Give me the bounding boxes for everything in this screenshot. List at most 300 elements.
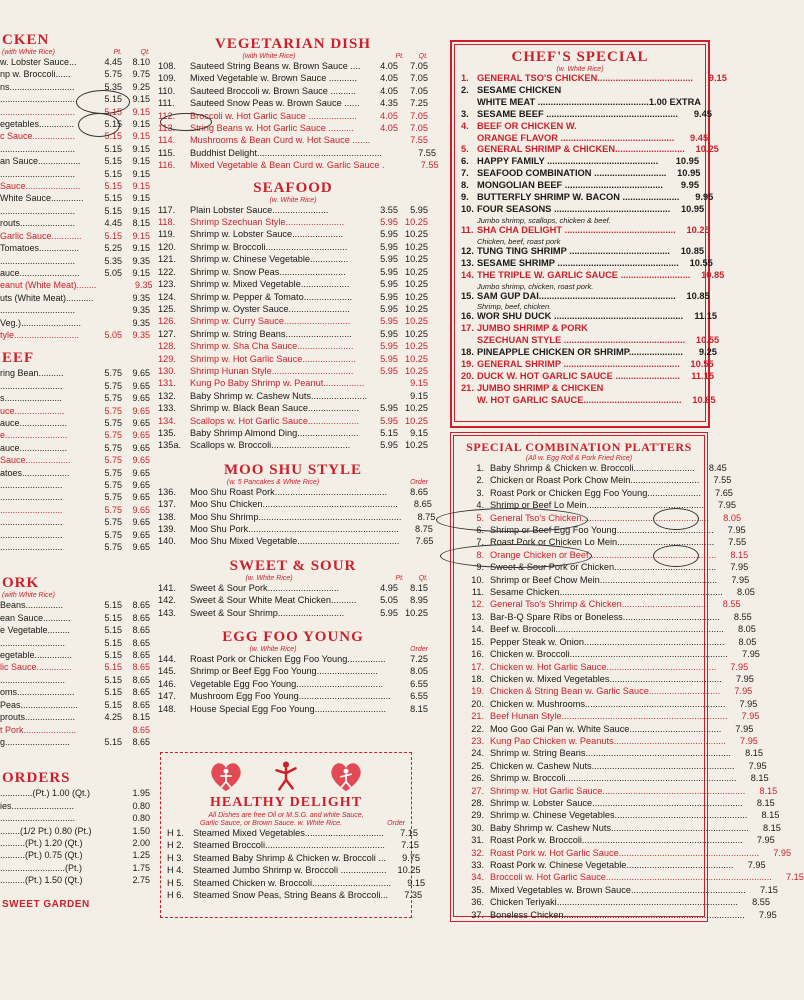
menu-item [461, 73, 727, 85]
menu-item [458, 735, 758, 747]
item-price-pint: 5.15 [104, 168, 122, 179]
menu-item [461, 203, 705, 216]
item-name: Roast Pork or Chicken Lo Mein...................................... [490, 537, 715, 548]
item-number: 135a. [158, 440, 181, 451]
item-name: SAM GUP DAI..................................................... [477, 290, 676, 301]
item-number: 7. [476, 537, 484, 548]
item-price-quart: 9.15 [410, 378, 428, 389]
item-name: Shrimp or Beef Egg Foo Young........................ [190, 666, 378, 677]
menu-item [458, 822, 781, 834]
item-price-quart: 7.55 [410, 135, 428, 146]
item-name: Mixed Vegetable & Bean Curd w. Garlic Sauce . [190, 160, 385, 171]
item-name: PINEAPPLE CHICKEN OR SHRIMP..................... [477, 347, 683, 358]
item-price-quart: 7.05 [410, 123, 428, 134]
menu-item [0, 255, 150, 267]
chefs-special-title: CHEF'S SPECIAL [511, 49, 649, 65]
item-number: 34. [471, 872, 484, 883]
menu-item [461, 85, 699, 97]
item-name: SESAME BEEF ................................................... [477, 108, 678, 119]
item-price: 7.95 [741, 711, 760, 722]
item-price: 6.55 [410, 691, 428, 702]
item-name: lic Sauce.............. [0, 662, 72, 673]
item-price-pint: 4.05 [380, 73, 398, 84]
item-name: Peas....................... [0, 699, 79, 710]
item-price [665, 383, 699, 395]
item-number: 2. [461, 84, 469, 95]
pen-circle-mark [160, 113, 212, 131]
item-price: 7.95 [731, 574, 750, 585]
menu-item [458, 574, 750, 586]
item-price-quart: 9.15 [132, 143, 150, 154]
item-name: Moo Shu Chicken..................................................... [190, 499, 398, 510]
item-number: 110. [158, 85, 176, 96]
item-price-pint: 5.15 [104, 205, 122, 216]
item-name: uts (White Meat)........... [0, 292, 94, 303]
item-number: 6. [461, 156, 469, 167]
healthy-note-2: Garlic Sauce, or Brown Sauce. w. White Rice. [200, 820, 342, 827]
item-number: 8. [476, 549, 484, 560]
item-number: 7. [461, 168, 469, 179]
item-price-quart: 10.25 [405, 217, 428, 228]
item-price-pint: 5.95 [380, 241, 398, 252]
item-price: 7.55 [728, 537, 747, 548]
item-price-quart: 7.05 [410, 85, 428, 96]
item-name: Chicken Teriyaki....................................................................... [490, 897, 738, 908]
item-name: Roast Pork or Chicken Egg Foo Young..................... [490, 487, 701, 498]
item-price: 8.65 [413, 499, 432, 510]
item-price-quart: 9.65 [132, 368, 150, 379]
menu-item [0, 405, 150, 417]
item-price: 10.85 [701, 269, 725, 280]
menu-item [461, 224, 710, 237]
item-number: 136. [158, 486, 176, 497]
item-name: s....................... [0, 393, 63, 404]
menu-item [167, 839, 419, 851]
item-price-quart: 8.65 [132, 724, 150, 735]
item-price-quart: 9.15 [132, 168, 150, 179]
menu-item [0, 699, 150, 711]
item-price-quart: 10.25 [405, 607, 428, 618]
menu-item [458, 760, 767, 772]
menu-item [0, 317, 150, 329]
menu-item [158, 511, 436, 523]
menu-item [0, 686, 150, 698]
item-price-pint [385, 159, 409, 171]
item-number: 111. [158, 98, 175, 109]
menu-item [458, 909, 777, 921]
item-price-quart: 8.65 [132, 736, 150, 747]
item-price-pint: 5.15 [104, 699, 122, 710]
item-price-quart: 8.15 [132, 218, 150, 229]
item-name: prouts.................... [0, 712, 76, 723]
item-number: 128. [158, 341, 176, 352]
item-price-quart: 10.25 [405, 241, 428, 252]
item-name: routs...................... [0, 218, 76, 229]
item-price: 10.25 [695, 144, 719, 155]
menu-item [158, 535, 434, 547]
item-name: SHA CHA DELIGHT ........................................... [477, 224, 676, 235]
item-price [665, 121, 699, 133]
dancer-heart-icon [207, 757, 245, 795]
item-name: Roast Pork or Chicken Egg Foo Young............... [190, 654, 386, 665]
item-price: 7.95 [756, 835, 775, 846]
item-number: 18. [471, 673, 484, 684]
item-price: 7.95 [747, 860, 766, 870]
item-price: 8.65 [410, 486, 428, 497]
item-price: 7.95 [773, 847, 792, 858]
menu-item [158, 690, 428, 702]
menu-item [0, 292, 150, 304]
item-name: .............(Pt.) 1.00 (Qt.) [0, 788, 91, 799]
combination-sub: (All w. Egg Roll & Pork Fried Rice) [525, 455, 633, 462]
item-price-pint: 5.15 [104, 143, 122, 154]
item-name: oms....................... [0, 687, 75, 698]
item-price-pint: 5.15 [104, 131, 122, 142]
item-number: 1. [461, 73, 469, 83]
item-name: .............................. [0, 94, 76, 105]
menu-item [461, 144, 719, 156]
item-name: Sauce...................... [0, 181, 81, 192]
item-price-quart: 7.55 [418, 147, 436, 158]
dancer-heart-icon [327, 757, 365, 795]
item-price-quart: 10.25 [405, 440, 428, 451]
menu-item [158, 486, 428, 498]
item-price: 0.80 [132, 800, 150, 811]
item-price-pint [374, 377, 398, 389]
item-price-pint: 5.15 [104, 230, 122, 241]
item-name: c Sauce................. [0, 131, 76, 142]
menu-item [0, 267, 150, 279]
item-price-quart: 9.15 [132, 106, 150, 117]
item-price-pint [374, 134, 398, 146]
item-name: ......................... [0, 480, 63, 490]
menu-item [0, 612, 150, 624]
item-number: 127. [158, 328, 176, 339]
item-number: 117. [158, 204, 176, 215]
menu-item [167, 889, 423, 901]
menu-item [158, 582, 428, 594]
menu-item [458, 698, 758, 710]
item-number: 19. [471, 686, 484, 697]
item-price-quart: 8.65 [132, 650, 150, 661]
item-name: Baby Shrimp Almond Ding........................ [190, 427, 359, 438]
item-number: 123. [158, 279, 176, 290]
item-number: 17. [461, 323, 474, 334]
item-price: 7.95 [740, 735, 758, 746]
item-price-pint [94, 304, 122, 316]
item-price-quart: 10.25 [405, 328, 428, 339]
item-price-quart: 9.65 [132, 442, 150, 453]
menu-item [458, 772, 769, 784]
item-price [665, 85, 699, 97]
chefs-special-list [461, 73, 727, 407]
item-price-pint: 5.95 [380, 440, 398, 451]
item-price-pint: 5.75 [104, 480, 122, 490]
item-name: Shrimp w. Mixed Vegetable................... [190, 279, 350, 290]
item-number: 4. [476, 500, 484, 511]
item-name: String Beans w. Hot Garlic Sauce .......... [190, 123, 354, 134]
item-name: Shrimp or Beef Chow Mein.............................................. [490, 574, 718, 585]
item-name: tyle.......................... [0, 329, 80, 340]
item-price-pint [382, 147, 406, 159]
item-price-pint: 5.15 [104, 662, 122, 673]
item-price-quart: 9.15 [410, 427, 428, 438]
item-name: uce.................... [0, 405, 65, 416]
menu-item [461, 290, 710, 303]
menu-item [458, 586, 755, 598]
item-number: 12. [471, 599, 484, 610]
item-number: 147. [158, 691, 176, 702]
item-name: Shrimp w. Hot Garlic Sauce..................... [190, 353, 356, 364]
menu-item [458, 723, 754, 735]
item-name: Baby Shrimp & Chicken w. Broccoli........................ [490, 463, 695, 473]
item-number: 137. [158, 499, 176, 510]
item-number: 36. [471, 897, 484, 908]
item-number: 118. [158, 217, 176, 228]
item-price-pint: 5.75 [104, 492, 122, 503]
item-price-quart: 9.65 [132, 517, 150, 528]
menu-item [458, 797, 775, 809]
item-name: Tomatoes................ [0, 243, 80, 254]
item-name: Shrimp w. Lobster Sauce........................................................... [490, 797, 743, 808]
item-name: Chicken & String Bean w. Garlic Sauce............................ [490, 686, 721, 697]
menu-item [0, 130, 150, 142]
item-price: 7.25 [410, 654, 428, 665]
menu-item [158, 415, 428, 427]
item-number: 142. [158, 595, 176, 606]
item-name: Shrimp w. Chinese Vegetables.................................................... [490, 810, 748, 821]
menu-item [461, 335, 720, 347]
menu-item [0, 56, 150, 68]
item-price-quart: 8.65 [132, 687, 150, 698]
item-name: Shrimp Szechuan Style....................... [190, 217, 345, 228]
item-number: 119. [158, 229, 176, 240]
item-name: .............................. [0, 168, 76, 179]
item-price: 8.55 [722, 599, 741, 610]
item-number: 21. [461, 382, 474, 393]
item-number: H 4. [167, 865, 184, 876]
item-number: 28. [471, 797, 484, 808]
item-price: 10.55 [695, 335, 720, 346]
item-price-quart: 10.25 [405, 415, 428, 426]
item-name: Shrimp or Beef Egg Foo Young...................................... [490, 525, 714, 536]
restaurant-name: SWEET GARDEN [2, 898, 90, 910]
pen-circle-mark [440, 544, 592, 568]
menu-item [158, 678, 428, 690]
menu-item [0, 429, 150, 441]
menu-item [0, 230, 150, 242]
item-price: 8.05 [738, 636, 757, 647]
item-name: Steamed Baby Shrimp & Chicken w. Broccoli ... [193, 852, 387, 863]
item-price-pint: 5.95 [380, 291, 398, 302]
menu-item [458, 474, 732, 486]
item-name: Steamed Jumbo Shrimp w. Broccoli .................. [193, 865, 387, 876]
mooshu-sub: (w. 5 Pancakes & White Rice) [226, 478, 320, 486]
item-price-quart: 10.25 [405, 365, 428, 376]
item-name: Kung Po Baby Shrimp w. Peanut................ [190, 378, 365, 389]
item-price-pint: 5.95 [380, 415, 398, 426]
item-number: 108. [158, 61, 176, 71]
item-price-pint: 4.05 [380, 61, 398, 71]
item-name: Sweet & Sour Pork............................ [190, 582, 340, 593]
item-price-pint: 5.75 [104, 467, 122, 478]
item-price-quart: 8.65 [132, 662, 150, 673]
healthy-list [161, 827, 426, 901]
item-number: H 1. [167, 828, 184, 838]
menu-item [0, 329, 150, 341]
item-name: ..........................(Pt.) [0, 862, 83, 873]
item-name: ........(1/2 Pt.) 0.80 (Pt.) [0, 825, 92, 836]
item-price: 8.05 [410, 666, 428, 677]
item-price-quart: 7.05 [410, 61, 428, 71]
pen-circle-mark [436, 508, 588, 532]
item-name: Beans............... [0, 600, 64, 611]
item-price-quart: 9.15 [132, 243, 150, 254]
item-price: 8.55 [733, 611, 752, 622]
item-price-quart: 10.25 [405, 229, 428, 240]
item-price: 7.35 [404, 890, 423, 901]
healthy-title: HEALTHY DELIGHT [209, 795, 363, 810]
menu-item [158, 204, 428, 216]
item-price-pint: 5.95 [380, 607, 398, 618]
item-price-pint: 4.95 [380, 582, 398, 593]
item-price-quart: 9.75 [132, 69, 150, 80]
item-price-quart: 9.15 [410, 390, 428, 401]
item-price-pint: 5.95 [380, 303, 398, 314]
item-number: 138. [158, 511, 176, 522]
menu-item [0, 800, 150, 812]
item-name: .............................. [0, 305, 76, 316]
menu-item [461, 394, 716, 407]
item-price: 8.55 [752, 897, 770, 908]
menu-item [0, 724, 150, 736]
menu-item [158, 97, 428, 109]
item-name: ..........(Pt.) 1.50 (Qt.) [0, 875, 83, 886]
item-price: 11.15 [691, 370, 714, 381]
item-name: Vegetable Egg Foo Young.................................. [190, 678, 384, 689]
menu-item [458, 685, 753, 697]
item-name: General Tso's Shrimp & Chicken.................................. [490, 599, 709, 610]
menu-item [0, 106, 150, 118]
item-price-pint: 4.25 [104, 712, 122, 723]
item-price-pint: 5.15 [104, 674, 122, 685]
item-price-quart: 9.15 [132, 181, 150, 192]
menu-item [158, 703, 428, 715]
menu-item [158, 278, 428, 290]
item-price-quart: 9.65 [132, 504, 150, 515]
item-number: 33. [471, 860, 484, 870]
menu-item [0, 279, 153, 291]
item-number: 37. [471, 909, 484, 920]
item-price-pint: 5.95 [380, 353, 398, 364]
item-price-pint: 4.45 [104, 57, 122, 67]
item-price-quart: 9.15 [132, 94, 150, 105]
item-price-pint: 5.15 [380, 427, 398, 438]
item-price: 7.95 [739, 698, 758, 709]
item-price-pint: 5.75 [104, 430, 122, 441]
menu-item [158, 665, 428, 677]
menu-item [0, 242, 150, 254]
item-number: 13. [471, 611, 484, 622]
menu-item [0, 367, 150, 379]
menu-item [458, 834, 775, 846]
item-price-quart: 9.15 [132, 205, 150, 216]
item-price: 8.15 [410, 703, 428, 714]
item-price-pint: 5.15 [104, 736, 122, 747]
item-number: 31. [471, 835, 484, 846]
menu-item [461, 108, 712, 121]
item-price-pint: 5.05 [104, 267, 122, 278]
item-name: BEEF OR CHICKEN W. [477, 120, 577, 131]
item-name: JUMBO SHRIMP & PORK [477, 323, 588, 334]
pork-sub: (with White Rice) [2, 592, 55, 600]
item-number: 5. [476, 512, 484, 523]
middle-column: VEGETARIAN DISH (with White Rice) Pt. Qt. 108. Sauteed String Beans w. Brown Sauce .... 4.05 7.05 109. Mixed Vegetable w. Brown Sauce ........... 4.05 7.05 110. Sauteed Broccoli w. Brown Sauce .......... 4.05 7.05 111. Sauteed Snow Peas w. Brown Sauce ...... 4.35 7.25 112. Broccoli w. Hot Garlic Sauce ................... 4.05 7.05 113. String Beans w. Hot Garlic Sauce .......... 4.05 7.05 114. Mushrooms & Bean Curd w. Hot Sauce ....... 7.55 115. Buddhist Delight................................................. 7.55 116. Mixed Vegetable & Bean Curd w. Garlic Sauce . 7.55 SEAFOOD (w. White Rice) 117. Plain Lobster Sauce...................... 3.55 5.95 118. Shrimp Szechuan Style....................... 5.95 10.25 119. Shrimp w. Lobster Sauce.................... 5.95 10.25 120. Shrimp w. Broccoli................................ 5.95 10.25 121. Shrimp w. Chinese Vegetable............... 5.95 10.25 122. Shrimp w. Snow Peas.......................... 5.95 10.25 123. Shrimp w. Mixed Vegetable................... 5.95 10.25 124. Shrimp w. Pepper & Tomato................... 5.95 10.25 125. Shrimp w. Oyster Sauce........................ 5.95 10.25 126. Shrimp w. Curry Sauce.......................... 5.95 10.25 127. Shrimp w. String Beans.......................... 5.95 10.25 128. Shrimp w. Sha Cha Sauce...................... 5.95 10.25 129. Shrimp w. Hot Garlic Sauce..................... 5.95 10.25 130. Shrimp Hunan Style................................ 5.95 10.25 131. Kung Po Baby Shrimp w. Peanut................ 9.15 132. Baby Shrimp w. Cashew Nuts...................... 9.15 133. Shrimp w. Black Bean Sauce.................... 5.95 10.25 134. Scallops w. Hot Garlic Sauce.................... 5.95 10.25 135. Baby Shrimp Almond Ding........................ 5.15 9.15 135a. Scallops w. Broccoli............................... 5.95 10.25 MOO SHU STYLE (w. 5 Pancakes & White Rice) Order 136. Moo Shu Roast Pork............................................ 8.65 137. Moo Shu Chicken..................................................... 8.65 138. Moo Shu Shrimp........................................................ 8.75 139. Moo Shu Pork........................................................... 8.75 140. Moo Shu Mixed Vegetable........................................ 7.65 SWEET & SOUR (w. White Rice) Pt. Qt. 141. Sweet & Sour Pork............................ 4.95 8.15 142. Sweet & Sour White Meat Chicken.......... 5.05 8.95 143. Sweet & Sour Shrimp.......................... 5.95 10.25 EGG FOO YOUNG (w. White Rice) Order 144. Roast Pork or Chicken Egg Foo Young............... 7.25 145. Shrimp or Beef Egg Foo Young........................ 8.05 146. Vegetable Egg Foo Young.................................. 6.55 147. Mushroom Egg Foo Young.................................... 6.55 148. House Special Egg Foo Young............................ 8.15 [158, 36, 439, 714]
item-name: Baby Shrimp w. Cashew Nuts...................... [190, 390, 368, 401]
item-number: 148. [158, 703, 176, 714]
item-price: 7.15 [401, 840, 419, 851]
item-price-quart: 9.65 [132, 529, 150, 540]
item-name: Sauce.................. [0, 455, 71, 466]
item-number: 19. [461, 359, 474, 370]
item-name: ns.......................... [0, 81, 75, 92]
menu-item [0, 837, 150, 849]
item-price: 10.95 [675, 156, 699, 167]
dancer-figure-icon [267, 757, 305, 795]
item-price-quart: 9.65 [132, 492, 150, 503]
item-name: e Vegetable......... [0, 625, 71, 636]
item-name: ......................... [0, 517, 63, 528]
item-price-quart: 9.65 [132, 380, 150, 391]
item-price: 2.75 [132, 875, 150, 886]
item-number: 129. [158, 353, 176, 364]
item-name: egetable............... [0, 650, 73, 661]
item-number: 9. [476, 562, 484, 573]
item-number: 139. [158, 524, 176, 534]
item-price-quart: 9.15 [132, 119, 150, 130]
menu-item [461, 192, 714, 204]
menu-item [158, 439, 428, 451]
item-price: 8.15 [745, 748, 763, 759]
item-price-quart: 5.95 [410, 204, 428, 215]
item-name: Plain Lobster Sauce...................... [190, 204, 329, 215]
menu-item [158, 134, 428, 146]
item-number: 9. [461, 192, 469, 203]
item-price-pint: 3.55 [380, 204, 398, 215]
item-name: JUMBO SHRIMP & CHICKEN [477, 382, 604, 393]
item-name: Sweet & Sour Pork or Chicken........................................ [490, 562, 717, 573]
item-price-pint: 5.15 [104, 637, 122, 648]
item-number: 16. [461, 311, 474, 322]
item-price: 8.15 [756, 797, 775, 808]
item-number: H 5. [167, 877, 184, 888]
item-price: 8.05 [723, 512, 742, 523]
item-number: 8. [461, 180, 469, 191]
item-name: ies......................... [0, 800, 75, 811]
item-price: 9.75 [402, 852, 421, 863]
item-name: Shrimp Hunan Style................................ [190, 365, 354, 376]
item-name: SESAME CHICKEN [477, 84, 562, 95]
item-name: MONGOLIAN BEEF ...................................... [477, 180, 663, 191]
menu-item [0, 516, 150, 528]
item-number: 115. [158, 147, 176, 158]
item-name: Baby Shrimp w. Cashew Nuts...................................................... [490, 822, 749, 833]
item-number: 1. [476, 463, 484, 473]
combination-title: SPECIAL COMBINATION PLATTERS [466, 440, 692, 454]
menu-item [461, 121, 699, 133]
dancer-figures [161, 757, 411, 795]
item-price-quart: 9.65 [132, 455, 150, 466]
